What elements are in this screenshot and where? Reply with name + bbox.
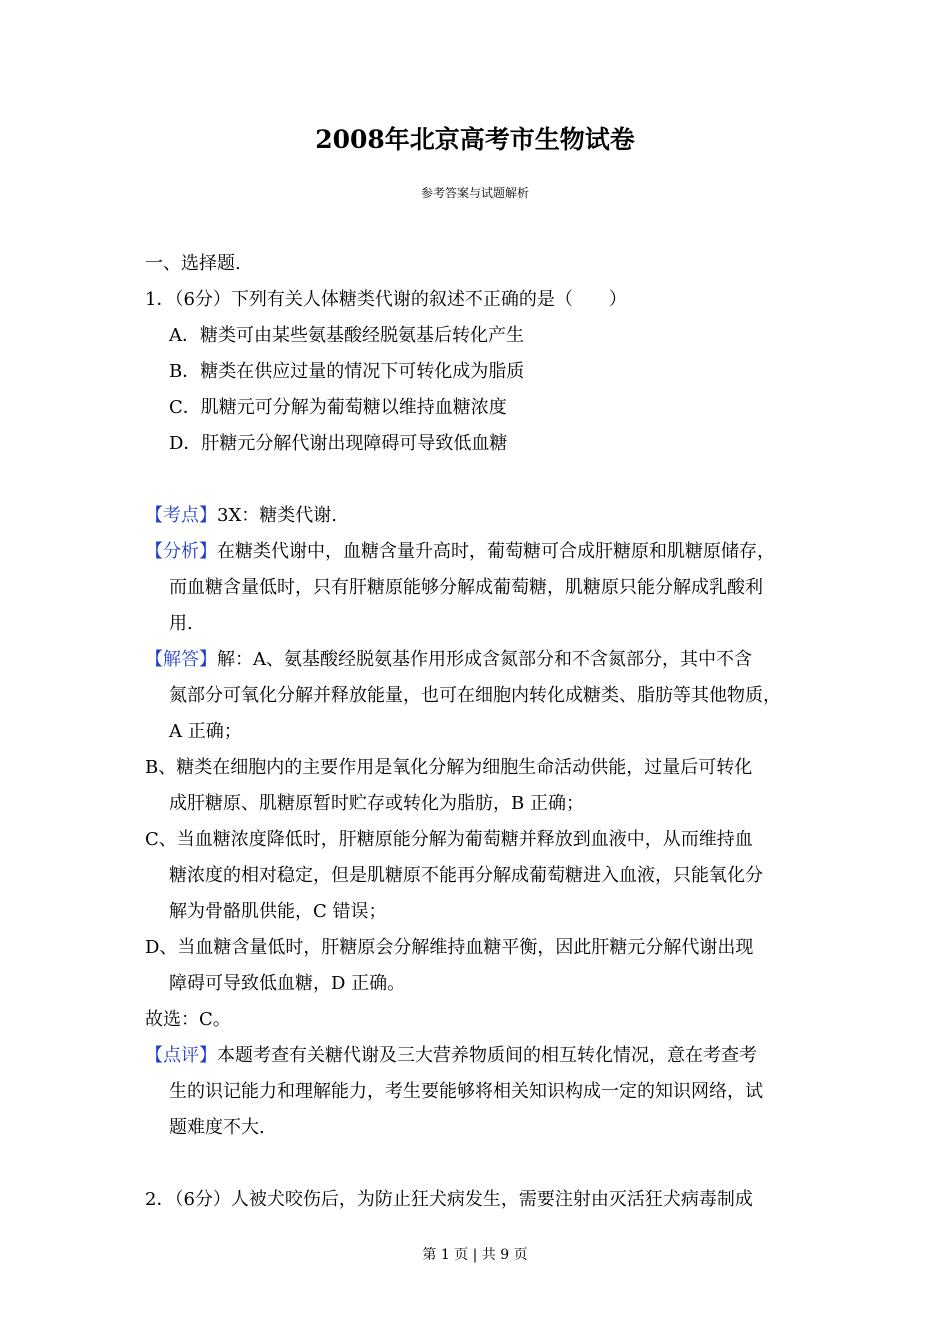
analysis-d-line-1: D、当血糖含量低时，肝糖原会分解维持血糖平衡，因此肝糖元分解代谢出现 (145, 937, 754, 958)
section-heading: 一、选择题. (145, 253, 241, 274)
analysis-d-line-2: 障碍可导致低血糖，D 正确。 (169, 973, 406, 994)
fenxi-line-1: 在糖类代谢中，血糖含量升高时，葡萄糖可合成肝糖原和肌糖原储存， (217, 541, 775, 562)
dianping-line-2: 生的识记能力和理解能力，考生要能够将相关知识构成一定的知识网络，试 (169, 1081, 763, 1102)
jieda-line-3: A 正确； (169, 721, 242, 742)
kaodian-text: 3X：糖类代谢. (217, 505, 337, 526)
dianping-line-3: 题难度不大. (169, 1117, 265, 1138)
analysis-c-line-2: 糖浓度的相对稳定，但是肌糖原不能再分解成葡萄糖进入血液，只能氧化分 (169, 865, 763, 886)
question-1-stem: 1．（6分）下列有关人体糖类代谢的叙述不正确的是（ ） (145, 289, 627, 310)
analysis-c-line-1: C、当血糖浓度降低时，肝糖原能分解为葡萄糖并释放到血液中，从而维持血 (145, 829, 753, 850)
fenxi-tag: 【分析】 (145, 541, 217, 562)
fenxi-line-2: 而血糖含量低时，只有肝糖原能够分解成葡萄糖，肌糖原只能分解成乳酸利 (169, 577, 763, 598)
option-a: A．糖类可由某些氨基酸经脱氨基后转化产生 (169, 325, 524, 346)
fenxi-block (145, 534, 825, 570)
dianping-line-1: 本题考查有关糖代谢及三大营养物质间的相互转化情况，意在考查考 (217, 1045, 757, 1066)
document-body (145, 246, 825, 1218)
jieda-block (145, 642, 825, 678)
analysis-c-line-3: 解为骨骼肌供能，C 错误； (169, 901, 387, 922)
answer-line: 故选：C。 (145, 1009, 231, 1030)
kaodian-block (145, 498, 825, 534)
option-c: C．肌糖元可分解为葡萄糖以维持血糖浓度 (169, 397, 507, 418)
jieda-tag: 【解答】 (145, 649, 217, 670)
page-subtitle: 参考答案与试题解析 (420, 186, 529, 200)
dianping-tag: 【点评】 (145, 1045, 217, 1066)
option-d: D．肝糖元分解代谢出现障碍可导致低血糖 (169, 433, 508, 454)
question-2-stem: 2．（6分）人被犬咬伤后，为防止狂犬病发生，需要注射由灭活狂犬病毒制成 (145, 1189, 753, 1210)
page-title: 2008年北京高考市生物试卷 (315, 125, 635, 154)
fenxi-line-3: 用. (169, 613, 193, 634)
jieda-line-2: 氮部分可氧化分解并释放能量，也可在细胞内转化成糖类、脂肪等其他物质， (169, 685, 781, 706)
jieda-line-1: 解：A、氨基酸经脱氨基作用形成含氮部分和不含氮部分，其中不含 (217, 649, 752, 670)
analysis-b-line-1: B、糖类在细胞内的主要作用是氧化分解为细胞生命活动供能，过量后可转化 (145, 757, 753, 778)
option-b: B．糖类在供应过量的情况下可转化成为脂质 (169, 361, 525, 382)
dianping-block (145, 1038, 825, 1074)
kaodian-tag: 【考点】 (145, 505, 217, 526)
page-footer: 第 1 页 | 共 9 页 (422, 1247, 528, 1263)
analysis-b-line-2: 成肝糖原、肌糖原暂时贮存或转化为脂肪，B 正确； (169, 793, 584, 814)
